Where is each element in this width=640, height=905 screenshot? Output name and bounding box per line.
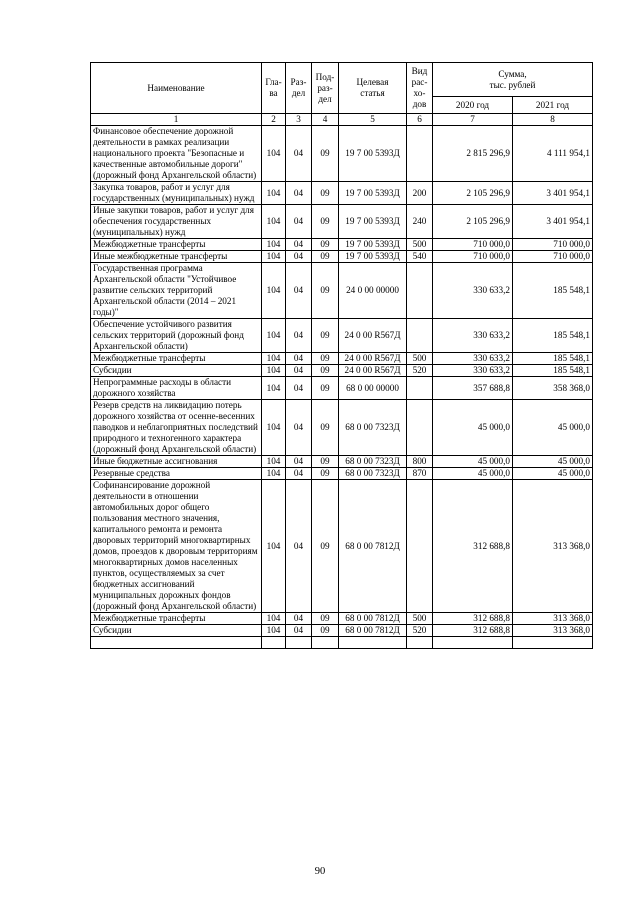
- row-expense-type: 200: [407, 182, 433, 205]
- table-row: [91, 239, 593, 251]
- empty-cell: [91, 637, 262, 649]
- table-row: [91, 251, 593, 263]
- row-section: 04: [286, 353, 312, 365]
- table-row: [91, 613, 593, 625]
- column-number: 3: [286, 114, 312, 126]
- row-amount-2021: 710 000,0: [513, 239, 593, 251]
- row-name: Межбюджетные трансферты: [91, 613, 262, 625]
- header-row: [91, 63, 593, 97]
- row-name: Межбюджетные трансферты: [91, 353, 262, 365]
- column-number: 1: [91, 114, 262, 126]
- row-amount-2020: 330 633,2: [433, 263, 513, 319]
- row-chapter: 104: [262, 456, 286, 468]
- row-subsection: 09: [312, 456, 339, 468]
- budget-table: [90, 62, 593, 649]
- row-section: 04: [286, 251, 312, 263]
- row-subsection: 09: [312, 251, 339, 263]
- row-amount-2020: 312 688,8: [433, 625, 513, 637]
- row-chapter: 104: [262, 468, 286, 480]
- row-name: Обеспечение устойчивого развития сельских территорий (дорожный фонд Архангельской области): [91, 319, 262, 353]
- row-amount-2021: 185 548,1: [513, 319, 593, 353]
- row-amount-2020: 312 688,8: [433, 613, 513, 625]
- row-subsection: 09: [312, 400, 339, 456]
- table-body: [91, 126, 593, 649]
- empty-cell: [513, 637, 593, 649]
- row-chapter: 104: [262, 625, 286, 637]
- row-amount-2021: 3 401 954,1: [513, 205, 593, 239]
- row-expense-type: 520: [407, 625, 433, 637]
- row-subsection: 09: [312, 613, 339, 625]
- row-amount-2021: 313 368,0: [513, 625, 593, 637]
- row-subsection: 09: [312, 319, 339, 353]
- row-amount-2021: 4 111 954,1: [513, 126, 593, 182]
- row-section: 04: [286, 319, 312, 353]
- row-amount-2020: 2 105 296,9: [433, 182, 513, 205]
- row-name: Резерв средств на ликвидацию потерь дорожного хозяйства от осенне-весенних паводков и неблагоприятных последствий природного и техногенного характера (дорожный фонд Архангельской области): [91, 400, 262, 456]
- header-section: Раз- дел: [286, 63, 312, 114]
- row-section: 04: [286, 613, 312, 625]
- header-subsection: Под- раз- дел: [312, 63, 339, 114]
- row-expense-type: 870: [407, 468, 433, 480]
- row-section: 04: [286, 126, 312, 182]
- row-target: 68 0 00 00000: [339, 377, 407, 400]
- header-year-2020: 2020 год: [433, 97, 513, 114]
- row-subsection: 09: [312, 625, 339, 637]
- row-subsection: 09: [312, 263, 339, 319]
- row-expense-type: [407, 400, 433, 456]
- row-amount-2020: 45 000,0: [433, 468, 513, 480]
- column-number: 4: [312, 114, 339, 126]
- table-row: [91, 480, 593, 613]
- row-amount-2021: 45 000,0: [513, 456, 593, 468]
- row-name: Субсидии: [91, 365, 262, 377]
- row-chapter: 104: [262, 353, 286, 365]
- row-amount-2021: 185 548,1: [513, 365, 593, 377]
- row-target: 19 7 00 5393Д: [339, 205, 407, 239]
- table-row: [91, 126, 593, 182]
- column-number: 5: [339, 114, 407, 126]
- column-number: 8: [513, 114, 593, 126]
- row-target: 19 7 00 5393Д: [339, 239, 407, 251]
- row-section: 04: [286, 239, 312, 251]
- row-amount-2021: 45 000,0: [513, 400, 593, 456]
- column-numbers-row: [91, 114, 593, 126]
- row-name: Государственная программа Архангельской области "Устойчивое развитие сельских территорий Архангельской области (2014 – 2021 годы)": [91, 263, 262, 319]
- row-name: Софинансирование дорожной деятельности в отношении автомобильных дорог общего пользования местного значения, капитального ремонта и ремонта дворовых территорий многоквартирных домов, проездов к дворовым территориям многоквартирных домов населенных пунктов, осуществляемых за счет бюджетных ассигнований муниципальных дорожных фондов (дорожный фонд Архангельской области): [91, 480, 262, 613]
- header-target: Целевая статья: [339, 63, 407, 114]
- row-amount-2020: 357 688,8: [433, 377, 513, 400]
- row-target: 68 0 00 7812Д: [339, 480, 407, 613]
- row-chapter: 104: [262, 377, 286, 400]
- table-row: [91, 377, 593, 400]
- row-section: 04: [286, 205, 312, 239]
- row-chapter: 104: [262, 182, 286, 205]
- empty-cell: [262, 637, 286, 649]
- row-amount-2020: 330 633,2: [433, 365, 513, 377]
- table-row: [91, 319, 593, 353]
- row-section: 04: [286, 182, 312, 205]
- empty-cell: [286, 637, 312, 649]
- row-name: Межбюджетные трансферты: [91, 239, 262, 251]
- row-amount-2021: 710 000,0: [513, 251, 593, 263]
- row-chapter: 104: [262, 205, 286, 239]
- table-row: [91, 353, 593, 365]
- row-subsection: 09: [312, 365, 339, 377]
- header-chapter: Гла- ва: [262, 63, 286, 114]
- row-target: 19 7 00 5393Д: [339, 251, 407, 263]
- row-chapter: 104: [262, 480, 286, 613]
- row-amount-2020: 312 688,8: [433, 480, 513, 613]
- row-subsection: 09: [312, 353, 339, 365]
- row-target: 19 7 00 5393Д: [339, 126, 407, 182]
- empty-cell: [312, 637, 339, 649]
- row-amount-2021: 45 000,0: [513, 468, 593, 480]
- row-amount-2020: 710 000,0: [433, 239, 513, 251]
- row-amount-2021: 185 548,1: [513, 353, 593, 365]
- row-name: Непрограммные расходы в области дорожного хозяйства: [91, 377, 262, 400]
- column-number: 2: [262, 114, 286, 126]
- row-expense-type: [407, 480, 433, 613]
- row-section: 04: [286, 480, 312, 613]
- row-chapter: 104: [262, 263, 286, 319]
- row-section: 04: [286, 400, 312, 456]
- row-subsection: 09: [312, 377, 339, 400]
- row-target: 24 0 00 00000: [339, 263, 407, 319]
- row-target: 19 7 00 5393Д: [339, 182, 407, 205]
- table-row: [91, 468, 593, 480]
- row-amount-2021: 185 548,1: [513, 263, 593, 319]
- table-row: [91, 205, 593, 239]
- header-expense-type: Вид рас- хо- дов: [407, 63, 433, 114]
- row-expense-type: 500: [407, 239, 433, 251]
- header-year-2021: 2021 год: [513, 97, 593, 114]
- row-target: 68 0 00 7812Д: [339, 625, 407, 637]
- row-subsection: 09: [312, 205, 339, 239]
- row-expense-type: [407, 126, 433, 182]
- row-name: Субсидии: [91, 625, 262, 637]
- table-row: [91, 182, 593, 205]
- row-name: Резервные средства: [91, 468, 262, 480]
- row-target: 24 0 00 R567Д: [339, 353, 407, 365]
- row-amount-2021: 313 368,0: [513, 480, 593, 613]
- table-row: [91, 263, 593, 319]
- empty-cell: [407, 637, 433, 649]
- row-amount-2021: 313 368,0: [513, 613, 593, 625]
- row-chapter: 104: [262, 251, 286, 263]
- row-section: 04: [286, 365, 312, 377]
- row-expense-type: 800: [407, 456, 433, 468]
- row-chapter: 104: [262, 126, 286, 182]
- column-number: 7: [433, 114, 513, 126]
- row-expense-type: 500: [407, 613, 433, 625]
- row-amount-2020: 330 633,2: [433, 319, 513, 353]
- table-row: [91, 456, 593, 468]
- table-row: [91, 365, 593, 377]
- row-name: Иные межбюджетные трансферты: [91, 251, 262, 263]
- row-subsection: 09: [312, 468, 339, 480]
- row-expense-type: [407, 263, 433, 319]
- row-amount-2020: 330 633,2: [433, 353, 513, 365]
- row-section: 04: [286, 263, 312, 319]
- row-expense-type: 540: [407, 251, 433, 263]
- row-expense-type: [407, 319, 433, 353]
- row-target: 68 0 00 7323Д: [339, 456, 407, 468]
- table-row-empty: [91, 637, 593, 649]
- table-row: [91, 625, 593, 637]
- page-number: 90: [314, 866, 326, 877]
- row-target: 24 0 00 R567Д: [339, 319, 407, 353]
- row-expense-type: 500: [407, 353, 433, 365]
- row-amount-2021: 3 401 954,1: [513, 182, 593, 205]
- row-subsection: 09: [312, 126, 339, 182]
- row-chapter: 104: [262, 239, 286, 251]
- row-section: 04: [286, 468, 312, 480]
- row-target: 68 0 00 7812Д: [339, 613, 407, 625]
- row-name: Иные бюджетные ассигнования: [91, 456, 262, 468]
- column-number: 6: [407, 114, 433, 126]
- row-subsection: 09: [312, 239, 339, 251]
- row-section: 04: [286, 456, 312, 468]
- row-amount-2021: 358 368,0: [513, 377, 593, 400]
- row-chapter: 104: [262, 613, 286, 625]
- empty-cell: [339, 637, 407, 649]
- header-name: Наименование: [91, 63, 262, 114]
- row-amount-2020: 2 815 296,9: [433, 126, 513, 182]
- row-name: Закупка товаров, работ и услуг для государственных (муниципальных) нужд: [91, 182, 262, 205]
- row-amount-2020: 45 000,0: [433, 456, 513, 468]
- row-expense-type: 520: [407, 365, 433, 377]
- row-section: 04: [286, 625, 312, 637]
- row-amount-2020: 710 000,0: [433, 251, 513, 263]
- row-expense-type: 240: [407, 205, 433, 239]
- row-amount-2020: 2 105 296,9: [433, 205, 513, 239]
- row-chapter: 104: [262, 365, 286, 377]
- row-target: 24 0 00 R567Д: [339, 365, 407, 377]
- row-expense-type: [407, 377, 433, 400]
- row-subsection: 09: [312, 480, 339, 613]
- row-name: Иные закупки товаров, работ и услуг для обеспечения государственных (муниципальных) нужд: [91, 205, 262, 239]
- row-chapter: 104: [262, 400, 286, 456]
- row-name: Финансовое обеспечение дорожной деятельности в рамках реализации национального проекта "Безопасные и качественные автомобильные дороги" (дорожный фонд Архангельской области): [91, 126, 262, 182]
- row-subsection: 09: [312, 182, 339, 205]
- row-target: 68 0 00 7323Д: [339, 468, 407, 480]
- row-amount-2020: 45 000,0: [433, 400, 513, 456]
- row-target: 68 0 00 7323Д: [339, 400, 407, 456]
- header-sum: Сумма, тыс. рублей: [433, 63, 593, 97]
- table-row: [91, 400, 593, 456]
- empty-cell: [433, 637, 513, 649]
- row-chapter: 104: [262, 319, 286, 353]
- row-section: 04: [286, 377, 312, 400]
